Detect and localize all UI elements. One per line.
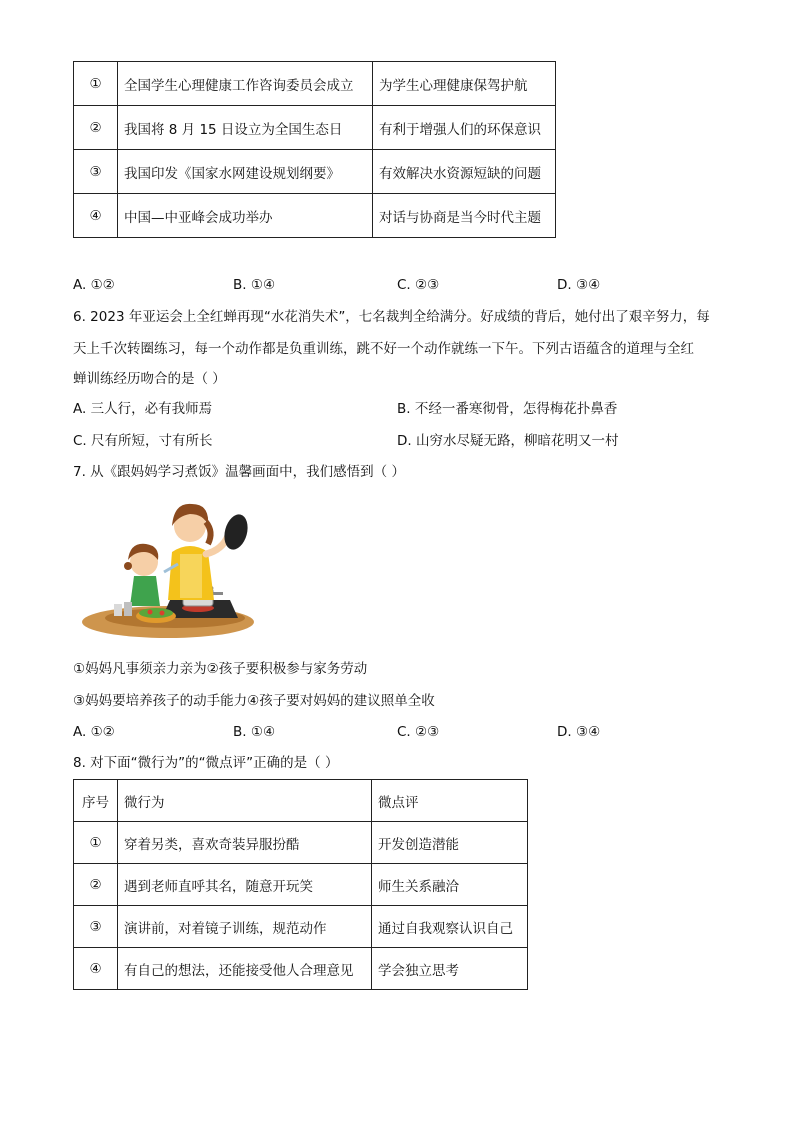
comment-cell: 通过自我观察认识自己 [372,906,528,948]
table-row [74,62,556,106]
q6-stem-line-2: 天上千次转圈练习，每一个动作都是负重训练，跳不好一个动作就练一下午。下列古语蕴含的道理与全红 [73,341,694,357]
behavior-table [73,779,528,990]
row-number: ③ [74,906,118,948]
row-number: ② [74,106,118,150]
q7-option-a[interactable]: A. ①② [73,724,115,740]
table-row [74,822,528,864]
events-table [73,61,556,238]
table-row [74,194,556,238]
q5-option-d[interactable]: D. ③④ [557,277,601,293]
q6-option-b[interactable]: B. 不经一番寒彻骨，怎得梅花扑鼻香 [397,401,618,417]
table-row [74,150,556,194]
q5-option-b[interactable]: B. ①④ [233,277,276,293]
behavior-cell: 演讲前，对着镜子训练，规范动作 [118,906,372,948]
q7-option-d[interactable]: D. ③④ [557,724,601,740]
q6-option-a[interactable]: A. 三人行，必有我师焉 [73,401,213,417]
event-cell: 中国—中亚峰会成功举办 [118,194,373,238]
meaning-cell: 有效解决水资源短缺的问题 [373,150,556,194]
q7-statement-1: ①妈妈凡事须亲力亲为②孩子要积极参与家务劳动 [73,661,368,677]
table-row [74,906,528,948]
event-cell: 我国将 8 月 15 日设立为全国生态日 [118,106,373,150]
comment-cell: 师生关系融洽 [372,864,528,906]
row-number: ④ [74,194,118,238]
behavior-cell: 穿着另类，喜欢奇装异服扮酷 [118,822,372,864]
q7-option-b[interactable]: B. ①④ [233,724,276,740]
q7-option-c[interactable]: C. ②③ [397,724,440,740]
header-comment: 微点评 [372,780,528,822]
event-cell: 我国印发《国家水网建设规划纲要》 [118,150,373,194]
q7-stem: 7. 从《跟妈妈学习煮饭》温馨画面中，我们感悟到（ ） [73,464,405,480]
meaning-cell: 有利于增强人们的环保意识 [373,106,556,150]
cooking-illustration [80,492,255,642]
table-row [74,864,528,906]
q7-statement-2: ③妈妈要培养孩子的动手能力④孩子要对妈妈的建议照单全收 [73,693,435,709]
row-number: ③ [74,150,118,194]
comment-cell: 开发创造潜能 [372,822,528,864]
q6-stem-line-3: 蝉训练经历吻合的是（ ） [73,371,226,387]
q6-option-c[interactable]: C. 尺有所短，寸有所长 [73,433,213,449]
q5-option-c[interactable]: C. ②③ [397,277,440,293]
meaning-cell: 对话与协商是当今时代主题 [373,194,556,238]
q6-stem-line-1: 6. 2023 年亚运会上全红蝉再现“水花消失术”，七名裁判全给满分。好成绩的背后，她付出了艰辛努力，每 [73,309,710,325]
header-behavior: 微行为 [118,780,372,822]
event-cell: 全国学生心理健康工作咨询委员会成立 [118,62,373,106]
row-number: ④ [74,948,118,990]
q5-option-a[interactable]: A. ①② [73,277,115,293]
table-header-row [74,780,528,822]
q8-stem: 8. 对下面“微行为”的“微点评”正确的是（ ） [73,755,339,771]
q6-option-d[interactable]: D. 山穷水尽疑无路，柳暗花明又一村 [397,433,619,449]
table-row [74,106,556,150]
behavior-cell: 遇到老师直呼其名，随意开玩笑 [118,864,372,906]
row-number: ① [74,62,118,106]
behavior-cell: 有自己的想法，还能接受他人合理意见 [118,948,372,990]
comment-cell: 学会独立思考 [372,948,528,990]
row-number: ① [74,822,118,864]
header-number: 序号 [74,780,118,822]
meaning-cell: 为学生心理健康保驾护航 [373,62,556,106]
row-number: ② [74,864,118,906]
table-row [74,948,528,990]
